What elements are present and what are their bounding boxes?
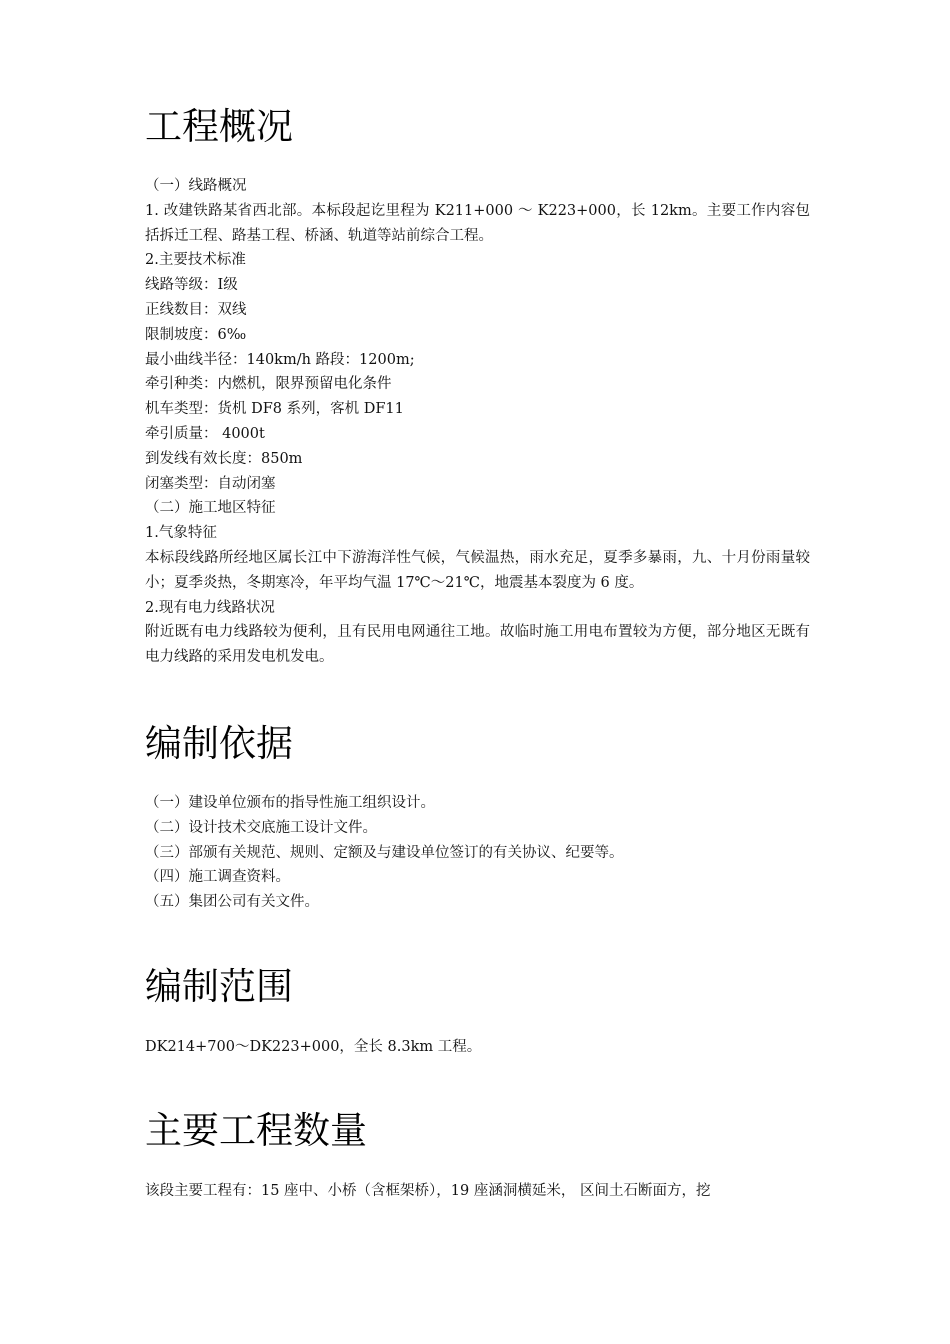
heading-compilation-basis: 编制依据 [145, 722, 293, 765]
subheading-route-overview: （一）线路概况 [145, 178, 247, 194]
spec-ruling-gradient: 限制坡度：6‰ [145, 326, 247, 343]
spec-traction-type: 牵引种类：内燃机，限界预留电化条件 [145, 376, 392, 393]
document-page [145, 0, 810, 1344]
basis-item-3: （三）部颁有关规范、规则、定额及与建设单位签订的有关协议、纪要等。 [145, 844, 624, 861]
heading-compilation-scope: 编制范围 [145, 965, 293, 1008]
spec-block-type: 闭塞类型：自动闭塞 [145, 475, 276, 492]
subheading-technical-standards: 2.主要技术标准 [145, 252, 246, 269]
section-compilation-basis [145, 791, 810, 915]
spec-siding-length: 到发线有效长度：850m [145, 450, 303, 467]
subheading-power-lines: 2.现有电力线路状况 [145, 599, 275, 616]
basis-item-1: （一）建设单位颁布的指导性施工组织设计。 [145, 795, 435, 811]
heading-project-overview: 工程概况 [145, 105, 293, 148]
subheading-site-characteristics: （二）施工地区特征 [145, 500, 276, 517]
spec-main-tracks: 正线数目：双线 [145, 301, 247, 318]
spec-traction-mass: 牵引质量： 4000t [145, 425, 265, 442]
scope-text: DK214+700～DK223+000，全长 8.3km 工程。 [145, 1039, 482, 1055]
section-project-overview [145, 174, 810, 670]
section-compilation-scope [145, 1035, 810, 1060]
subheading-climate: 1.气象特征 [145, 525, 217, 542]
heading-main-quantities: 主要工程数量 [145, 1109, 367, 1152]
basis-item-4: （四）施工调查资料。 [145, 869, 290, 886]
paragraph-climate: 本标段线路所经地区属长江中下游海洋性气候，气候温热，雨水充足，夏季多暴雨，九、十月份雨量较小；夏季炎热，冬期寒冷，年平均气温 17℃～21℃，地震基本裂度为 6 度。 [145, 549, 810, 591]
basis-item-5: （五）集团公司有关文件。 [145, 894, 319, 911]
paragraph-route-description: 1. 改建铁路某省西北部。本标段起讫里程为 K211+000 ～ K223+000，长 12km。主要工作内容包括拆迁工程、路基工程、桥涵、轨道等站前综合工程。 [145, 202, 810, 244]
spec-line-grade: 线路等级：Ⅰ级 [145, 277, 238, 294]
basis-item-2: （二）设计技术交底施工设计文件。 [145, 819, 377, 836]
section-main-quantities [145, 1179, 810, 1204]
paragraph-power-lines: 附近既有电力线路较为便利，且有民用电网通往工地。故临时施工用电布置较为方便，部分地区无既有电力线路的采用发电机发电。 [145, 624, 810, 666]
spec-locomotive-type: 机车类型：货机 DF8 系列，客机 DF11 [145, 401, 404, 418]
spec-min-curve-radius: 最小曲线半径：140km/h 路段：1200m; [145, 351, 415, 368]
quantities-text: 该段主要工程有：15 座中、小桥（含框架桥），19 座涵洞横延米， 区间土石断面方，挖 [145, 1183, 711, 1199]
